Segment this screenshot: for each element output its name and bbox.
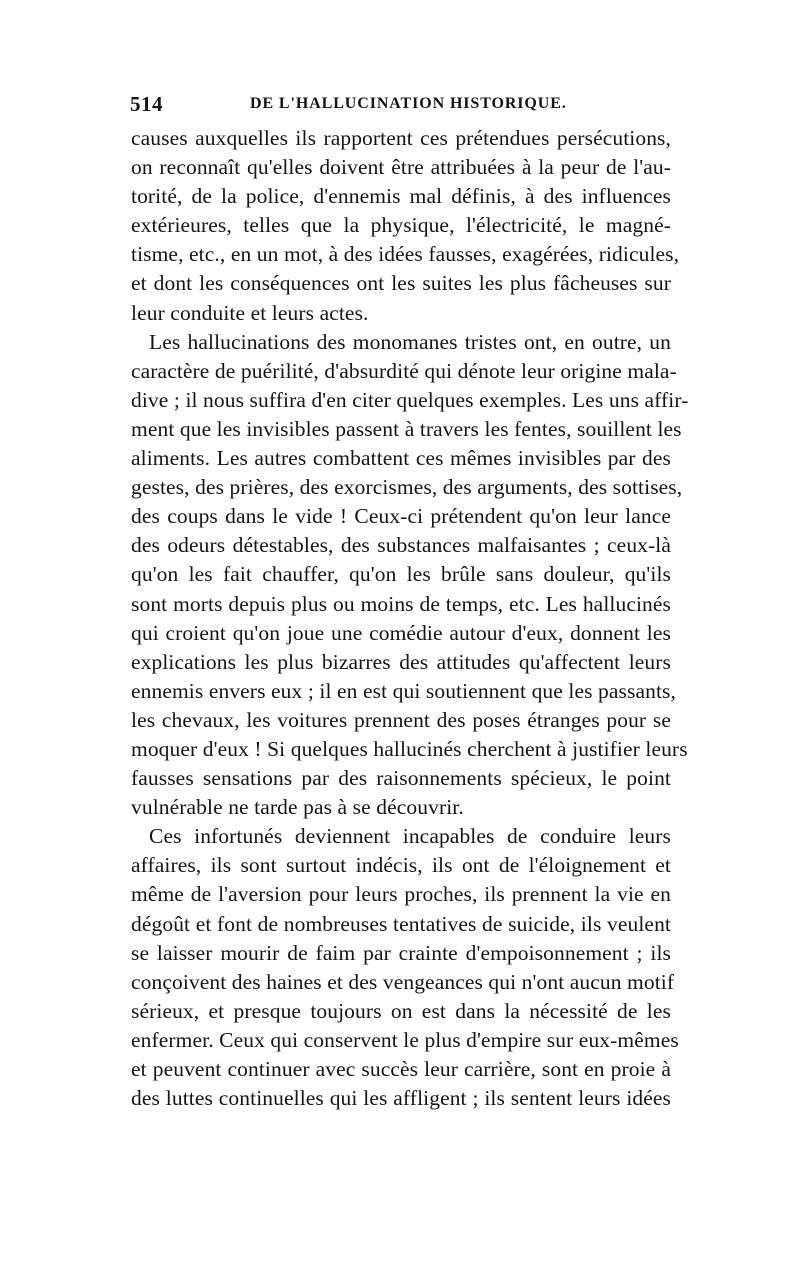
text-line: tisme, etc., en un mot, à des idées fausses, exagérées, ridicules,	[131, 242, 680, 267]
text-line: sont morts depuis plus ou moins de temps, etc. Les hallucinés	[131, 591, 671, 616]
text-line: affaires, ils sont surtout indécis, ils ont de l'éloignement et	[131, 853, 671, 878]
text-line: des coups dans le vide ! Ceux-ci prétendent qu'on leur lance	[131, 504, 671, 529]
text-line: caractère de puérilité, d'absurdité qui dénote leur origine mala-	[131, 358, 677, 383]
text-line: conçoivent des haines et des vengeances qui n'ont aucun motif	[131, 969, 675, 994]
text-line: dégoût et font de nombreuses tentatives de suicide, ils veulent	[131, 911, 671, 936]
text-line: qu'on les fait chauffer, qu'on les brûle sans douleur, qu'ils	[131, 562, 671, 587]
text-line: sérieux, et presque toujours on est dans la nécessité de les	[131, 998, 671, 1023]
text-line: les chevaux, les voitures prennent des poses étranges pour se	[131, 707, 671, 732]
text-line: causes auxquelles ils rapportent ces prétendues persécutions,	[131, 126, 671, 150]
text-line: des odeurs détestables, des substances malfaisantes ; ceux-là	[131, 533, 671, 558]
page-number: 514	[130, 92, 163, 116]
text-line: extérieures, telles que la physique, l'électricité, le magné-	[131, 213, 671, 238]
text-line-paragraph-end: leur conduite et leurs actes.	[131, 300, 369, 325]
text-line: aliments. Les autres combattent ces mêmes invisibles par des	[131, 446, 671, 471]
text-line: fausses sensations par des raisonnements spécieux, le point	[131, 766, 671, 791]
text-line: gestes, des prières, des exorcismes, des arguments, des sottises,	[131, 475, 683, 500]
running-title: DE L'HALLUCINATION HISTORIQUE.	[250, 95, 567, 112]
text-line-paragraph-start: Ces infortunés deviennent incapables de conduire leurs	[149, 824, 671, 849]
text-line-paragraph-start: Les hallucinations des monomanes tristes ont, en outre, un	[149, 329, 671, 354]
text-line: dive ; il nous suffira d'en citer quelques exemples. Les uns affir-	[131, 387, 689, 412]
text-line: et peuvent continuer avec succès leur carrière, sont en proie à	[131, 1057, 671, 1081]
text-line-paragraph-end: vulnérable ne tarde pas à se découvrir.	[131, 795, 464, 820]
text-line: et dont les conséquences ont les suites les plus fâcheuses sur	[131, 271, 671, 296]
text-line: on reconnaît qu'elles doivent être attribuées à la peur de l'au-	[131, 155, 671, 180]
text-line: moquer d'eux ! Si quelques hallucinés cherchent à justifier leurs	[131, 736, 688, 761]
text-line: ment que les invisibles passent à travers les fentes, souillent les	[131, 416, 682, 441]
text-line: ennemis envers eux ; il en est qui soutiennent que les passants,	[131, 678, 676, 703]
text-line: explications les plus bizarres des attitudes qu'affectent leurs	[131, 649, 671, 674]
text-line: même de l'aversion pour leurs proches, ils prennent la vie en	[131, 882, 671, 907]
text-line: se laisser mourir de faim par crainte d'empoisonnement ; ils	[131, 940, 671, 965]
text-line: enfermer. Ceux qui conservent le plus d'empire sur eux-mêmes	[131, 1027, 679, 1052]
body-text	[131, 124, 689, 1113]
text-line: qui croient qu'on joue une comédie autour d'eux, donnent les	[131, 620, 671, 645]
page-header	[130, 92, 660, 118]
text-line: des luttes continuelles qui les affligent ; ils sentent leurs idées	[131, 1086, 671, 1111]
text-line: torité, de la police, d'ennemis mal définis, à des influences	[131, 184, 671, 209]
